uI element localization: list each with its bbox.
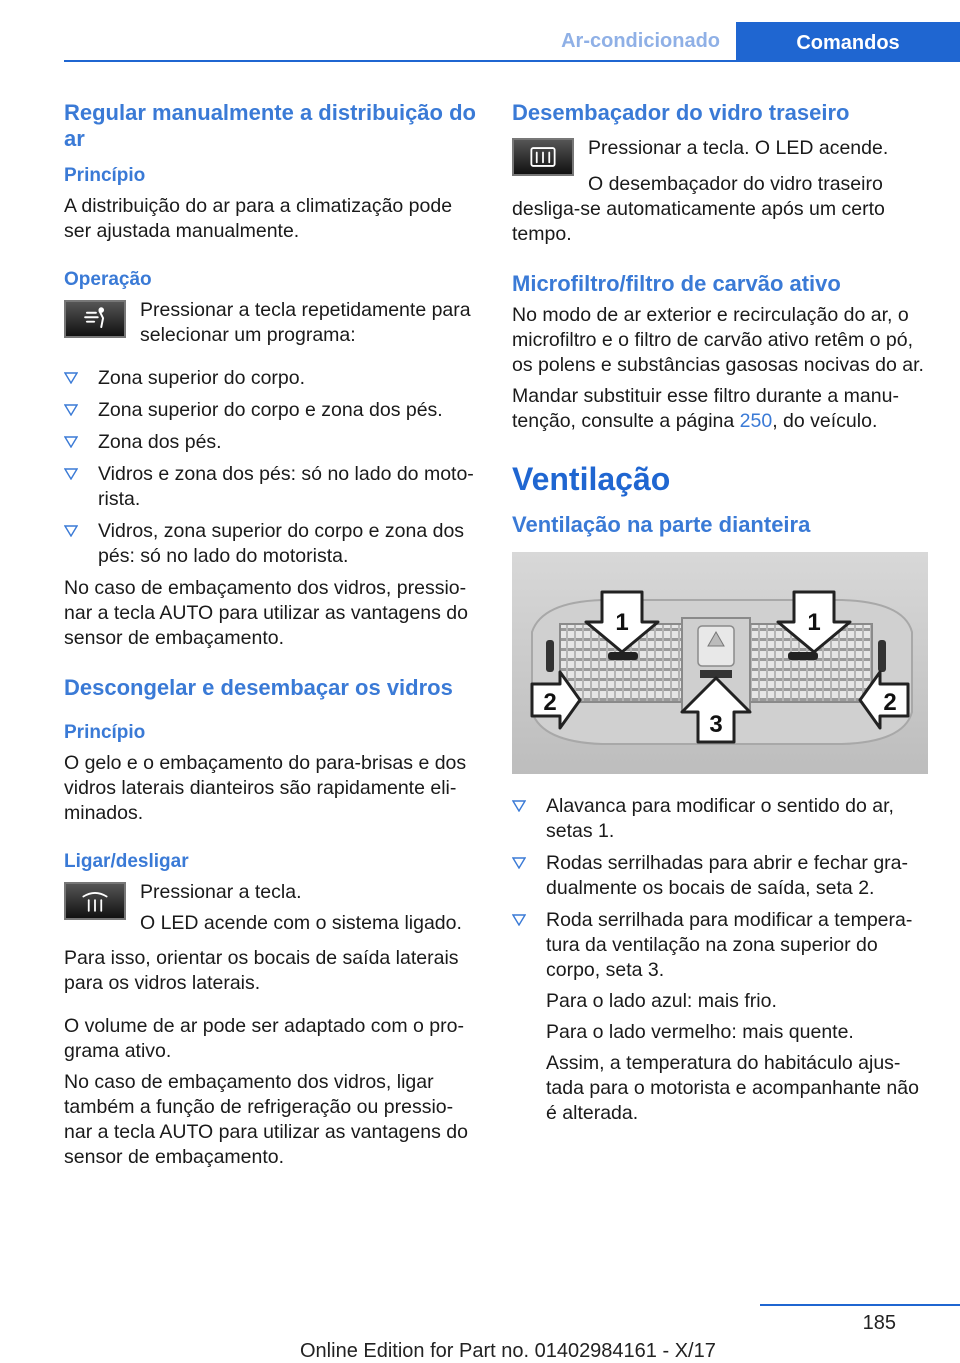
subheading-principio-2: Princípio	[64, 722, 146, 743]
text-principio-1: A distribuição do ar para a climatização pode ser ajustada manualmente.	[64, 195, 453, 242]
text-desemb-2: O desembaçador do vidro traseiro desliga-se automaticamente após um certo tempo.	[512, 173, 885, 245]
right-column	[512, 100, 928, 1133]
heading-ventilacao: Ventilação	[512, 461, 671, 497]
arrow-3-label: 3	[709, 711, 723, 738]
list-item: Vidros, zona superior do corpo e zona dos pés: só no lado do motorista.	[64, 519, 480, 569]
page-footer	[0, 1290, 960, 1362]
list-item: Vidros e zona dos pés: só no lado do moto-rista.	[64, 462, 480, 512]
air-distribution-key-icon	[64, 300, 126, 338]
list-item: Roda serrilhada para modificar a tempera-tura da ventilação na zona superior do corpo, seta 3. Para o lado azul: mais frio. Para o lado vermelho: mais quente. Assim, a temperatura do habitáculo ajus-tada para o motorista e acompanhante não é alterada.	[512, 908, 928, 1126]
list-item: Zona superior do corpo.	[64, 366, 480, 391]
rear-defrost-key-row	[512, 136, 928, 176]
front-vent-illustration	[512, 552, 928, 774]
triangle-bullet-icon	[64, 468, 78, 480]
heading-microfiltro: Microfiltro/filtro de carvão ativo	[512, 271, 841, 296]
front-vent-figure	[512, 552, 928, 774]
heading-ventilacao-dianteira: Ventilação na parte dianteira	[512, 512, 811, 537]
text-item3-extra-2: Para o lado vermelho: mais quente.	[546, 1021, 854, 1043]
text-item3-extra-3: Assim, a temperatura do habitáculo ajus-tada para o motorista e acompanhante não é alterada.	[546, 1052, 919, 1124]
arrow-1-left-label: 1	[615, 609, 629, 636]
heading-regular: Regular manualmente a distribuição do ar	[64, 100, 476, 151]
text-operacao: Pressionar a tecla repetidamente para selecionar um programa:	[140, 299, 471, 346]
subheading-operacao: Operação	[64, 269, 152, 290]
triangle-bullet-icon	[64, 404, 78, 416]
header-tab-comandos[interactable]: Comandos	[736, 22, 960, 62]
windshield-defrost-key-icon	[64, 882, 126, 920]
subheading-ligar: Ligar/desligar	[64, 851, 189, 872]
page-header	[0, 0, 960, 62]
text-item3-extra-1: Para o lado azul: mais frio.	[546, 990, 777, 1012]
triangle-bullet-icon	[512, 857, 526, 869]
list-item: Zona superior do corpo e zona dos pés.	[64, 398, 480, 423]
page-link-250[interactable]: 250	[739, 410, 773, 432]
text-principio-2: O gelo e o embaçamento do para-brisas e dos vidros laterais dianteiros são rapidamente eli-minados.	[64, 752, 467, 824]
triangle-bullet-icon	[64, 525, 78, 537]
heading-descongelar: Descongelar e desembaçar os vidros	[64, 675, 453, 700]
triangle-bullet-icon	[64, 436, 78, 448]
left-column	[64, 100, 480, 1176]
header-section-label[interactable]: Ar-condicionado	[561, 30, 720, 52]
text-micro-2: Mandar substituir esse filtro durante a manu-tenção, consulte a página 250, do veículo.	[512, 385, 899, 432]
list-item: Rodas serrilhadas para abrir e fechar gra-dualmente os bocais de saída, seta 2.	[512, 851, 928, 901]
defrost-key-row	[64, 880, 480, 942]
text-desemb-1: Pressionar a tecla. O LED acende.	[588, 137, 889, 159]
triangle-bullet-icon	[512, 800, 526, 812]
list-item: Alavanca para modificar o sentido do ar, setas 1.	[512, 794, 928, 844]
rear-window-defrost-key-icon	[512, 138, 574, 176]
vent-controls-list	[512, 794, 928, 1126]
edition-label: Online Edition for Part no. 01402984161 - X/17	[300, 1340, 716, 1362]
text-embacamento-2: No caso de embaçamento dos vidros, ligar também a função de refrigeração ou pressio-nar a tecla AUTO para utilizar as vantagens do sensor de embaçamento.	[64, 1071, 468, 1168]
arrow-2-right-label: 2	[883, 689, 897, 716]
list-item: Zona dos pés.	[64, 430, 480, 455]
triangle-bullet-icon	[512, 914, 526, 926]
text-volume: O volume de ar pode ser adaptado com o pro-grama ativo.	[64, 1015, 464, 1062]
text-ligar-2: O LED acende com o sistema ligado.	[140, 912, 462, 934]
triangle-bullet-icon	[64, 372, 78, 384]
subheading-principio-1: Princípio	[64, 165, 146, 186]
page-number: 185	[862, 1312, 896, 1334]
program-list	[64, 366, 480, 569]
heading-desembacador: Desembaçador do vidro traseiro	[512, 100, 850, 125]
footer-rule	[760, 1304, 960, 1306]
arrow-1-right-label: 1	[807, 609, 821, 636]
text-ligar-3: Para isso, orientar os bocais de saída laterais para os vidros laterais.	[64, 947, 459, 994]
header-rule	[64, 60, 960, 62]
text-embacamento-1: No caso de embaçamento dos vidros, pressio-nar a tecla AUTO para utilizar as vantagens do sensor de embaçamento.	[64, 577, 468, 649]
text-micro-1: No modo de ar exterior e recirculação do ar, o microfiltro e o filtro de carvão ativo retêm o pó, os polens e substâncias gasosas nocivas do ar.	[512, 304, 924, 376]
arrow-2-left-label: 2	[543, 689, 557, 716]
text-ligar-1: Pressionar a tecla.	[140, 881, 302, 903]
air-distribution-key-row	[64, 298, 480, 354]
